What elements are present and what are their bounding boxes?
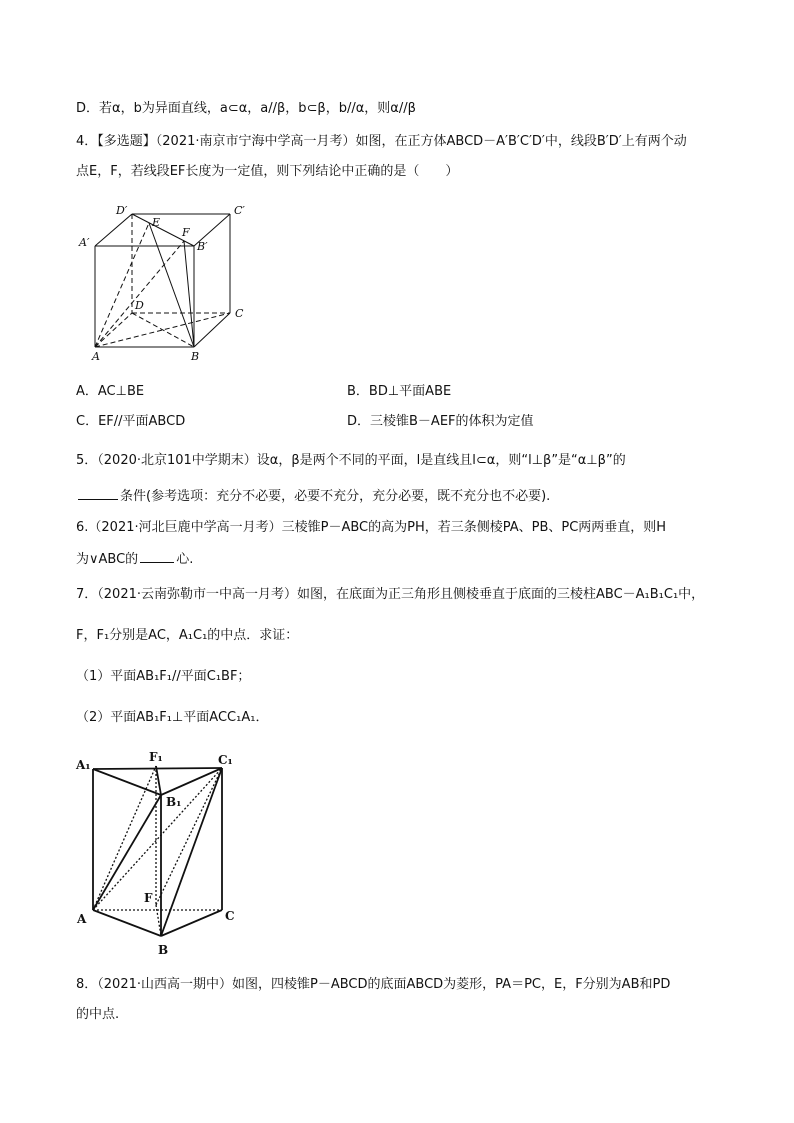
q6-stem-line2 xyxy=(76,548,193,570)
q7-label-c1: C₁ xyxy=(218,753,233,767)
q5-stem-line1: 5．（2020·北京101中学期末）设α，β是两个不同的平面，l是直线且l⊂α，则“l⊥β”是“α⊥β”的 xyxy=(76,453,626,468)
q4-option-b: B．BD⊥平面ABE xyxy=(347,384,452,399)
q7-stem-line1: 7．（2021·云南弥勒市一中高一月考）如图，在底面为正三角形且侧棱垂直于底面的三棱柱ABC－A₁B₁C₁中， xyxy=(76,587,705,602)
q4-label-a-prime: A′ xyxy=(79,236,90,249)
q4-stem-line1: 4．【多选题】（2021·南京市宁海中学高一月考）如图，在正方体ABCD－A′B′C′D′中，线段B′D′上有两个动 xyxy=(76,134,687,149)
q7-stem-line2: F，F₁分别是AC，A₁C₁的中点．求证： xyxy=(76,628,299,643)
q4-option-d: D．三棱锥B－AEF的体积为定值 xyxy=(347,414,534,429)
q4-label-e: E xyxy=(152,216,161,229)
q6-answer-blank[interactable] xyxy=(140,548,174,563)
q4-label-a: A xyxy=(92,350,100,363)
q7-part1: （1）平面AB₁F₁//平面C₁BF； xyxy=(76,669,251,684)
q8-stem-line1: 8．（2021·山西高一期中）如图，四棱锥P－ABCD的底面ABCD为菱形，PA＝PC，E，F分别为AB和PD xyxy=(76,977,671,992)
q7-label-c: C xyxy=(225,909,235,923)
q5-line2-text: 条件(参考选项：充分不必要，必要不充分，充分必要，既不充分也不必要). xyxy=(120,489,551,504)
q4-option-c: C．EF//平面ABCD xyxy=(76,414,186,429)
q7-label-b1: B₁ xyxy=(166,795,182,809)
q4-label-b: B xyxy=(191,350,200,363)
q4-label-b-prime: B′ xyxy=(197,240,208,253)
q4-stem-line2: 点E，F，若线段EF长度为一定值，则下列结论中正确的是（ ） xyxy=(76,164,459,179)
q6-stem-line1: 6.（2021·河北巨鹿中学高一月考）三棱锥P－ABC的高为PH，若三条侧棱PA、PB、PC两两垂直，则H xyxy=(76,520,667,535)
q6-line2-prefix: 为∨ABC的 xyxy=(76,552,139,567)
q5-answer-blank[interactable] xyxy=(78,485,118,500)
q4-label-c-prime: C′ xyxy=(234,204,245,217)
q7-label-b: B xyxy=(158,943,169,957)
q7-label-f1: F₁ xyxy=(149,750,163,764)
q4-label-f: F xyxy=(182,226,190,239)
q7-label-a1: A₁ xyxy=(76,758,91,772)
q5-stem-line2 xyxy=(76,485,550,507)
q4-cube-figure xyxy=(76,200,256,370)
q7-prism-figure xyxy=(72,742,252,962)
q6-line2-suffix: 心. xyxy=(176,552,194,567)
q8-stem-line2: 的中点. xyxy=(76,1007,120,1022)
q7-part2: （2）平面AB₁F₁⊥平面ACC₁A₁． xyxy=(76,710,269,725)
q3-option-d: D．若α，b为异面直线，a⊂α，a//β，b⊂β，b//α，则α//β xyxy=(76,101,416,116)
q4-label-d: D xyxy=(135,299,144,312)
q4-label-d-prime: D′ xyxy=(116,204,128,217)
q4-option-a: A．AC⊥BE xyxy=(76,384,145,399)
q7-label-f: F xyxy=(144,891,153,905)
q7-label-a: A xyxy=(77,912,87,926)
q4-label-c: C xyxy=(235,307,244,320)
